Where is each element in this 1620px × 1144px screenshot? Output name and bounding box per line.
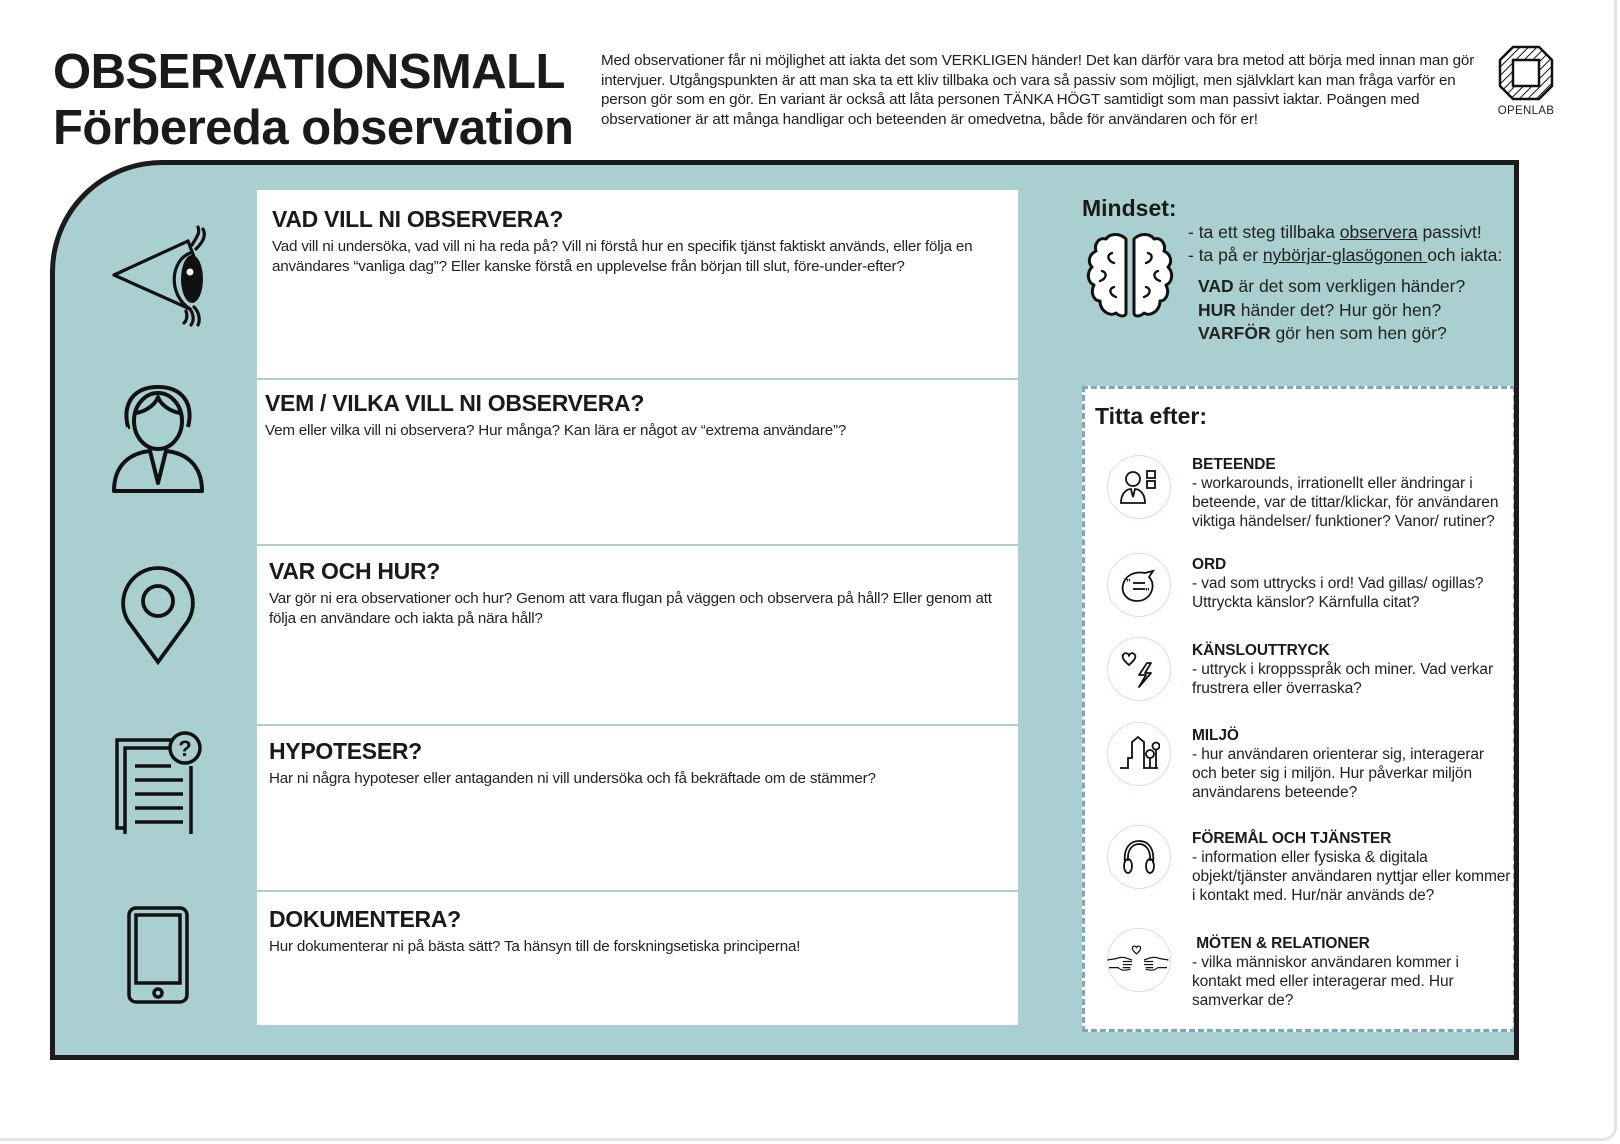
headphones-icon — [1119, 837, 1159, 877]
text: passivt! — [1417, 222, 1482, 242]
section-var[interactable] — [257, 546, 1018, 724]
titta-item-text — [1192, 641, 1512, 698]
titta-efter-panel — [1082, 386, 1516, 1032]
phone-icon — [126, 905, 190, 1005]
question-text: händer det? Hur gör hen? — [1235, 299, 1442, 320]
eye-icon — [108, 223, 208, 328]
section-vem[interactable] — [257, 380, 1018, 544]
speech-quote-icon — [1119, 565, 1159, 605]
person-icon — [112, 383, 204, 495]
section-icon-5 — [55, 905, 260, 1005]
section-text: Har ni några hypoteser eller antaganden ni vill undersöka och få bekräftade om de stämmer? — [269, 770, 876, 787]
titta-item-heading: ORD — [1192, 556, 1227, 573]
section-icon-1 — [55, 223, 260, 328]
logo-text: OPENLAB — [1497, 105, 1555, 117]
document-question-icon — [113, 730, 203, 834]
section-title: VAR OCH HUR? — [269, 558, 441, 584]
titta-item-description: - uttryck i kroppsspråk och miner. Vad verkar frustrera eller överraska? — [1192, 661, 1494, 697]
text: och iakta: — [1427, 245, 1503, 265]
heart-lightning-icon — [1119, 649, 1159, 689]
section-text: Vem eller vilka vill ni observera? Hur många? Kan lära er något av “extrema användare”? — [265, 422, 847, 439]
section-text: Vad vill ni undersöka, vad vill ni ha reda på? Vill ni förstå hur en specifik tjänst faktiskt används, eller följa en användares “vanliga dag”? Eller kanske förstå en upplevelse från början till slut, före-under-efter? — [272, 238, 973, 275]
mindset-question — [1198, 275, 1465, 299]
title-line-1: OBSERVATIONSMALL — [53, 45, 565, 99]
titta-title: Titta efter: — [1095, 403, 1208, 429]
text: - ta på er — [1188, 245, 1263, 265]
section-dokumentera[interactable] — [257, 892, 1018, 1025]
section-icon-2 — [55, 383, 260, 495]
titta-item-text — [1192, 455, 1512, 531]
icon-circle — [1107, 928, 1171, 992]
mindset-line-2 — [1188, 244, 1502, 267]
titta-item-heading: MÖTEN & RELATIONER — [1192, 935, 1370, 952]
hands-heart-icon — [1106, 938, 1170, 982]
svg-text:": " — [1145, 587, 1150, 598]
mindset-lines — [1188, 221, 1502, 267]
mindset-questions — [1198, 275, 1465, 346]
icon-circle — [1107, 553, 1171, 617]
worksheet-frame — [50, 160, 1519, 1060]
mindset-question — [1198, 299, 1465, 323]
svg-text:": " — [1126, 578, 1131, 589]
section-title: HYPOTESER? — [269, 738, 422, 764]
location-pin-icon — [120, 565, 196, 665]
mindset-line-1 — [1188, 221, 1502, 244]
openlab-logo — [1494, 44, 1558, 117]
titta-item-description: - hur användaren orienterar sig, interagerar och beter sig i miljön. Hur påverkar miljön användarens beteende? — [1192, 746, 1484, 801]
titta-item-description: - workarounds, irrationellt eller ändringar i beteende, var de tittar/klickar, för användaren viktiga händelser/ funktioner? Vanor/ rutiner? — [1192, 475, 1499, 530]
brain-icon — [1084, 231, 1176, 319]
section-title: VEM / VILKA VILL NI OBSERVERA? — [265, 390, 645, 416]
openlab-logo-icon — [1497, 44, 1555, 102]
question-text: gör hen som hen gör? — [1270, 323, 1447, 343]
section-text: Hur dokumenterar ni på bästa sätt? Ta hänsyn till de forskningsetiska principerna! — [269, 938, 801, 955]
question-keyword: VAD — [1198, 276, 1234, 296]
icon-circle — [1107, 825, 1171, 889]
svg-text:?: ? — [177, 736, 192, 761]
underlined-text: observera — [1339, 222, 1418, 242]
mindset-title: Mindset: — [1082, 195, 1177, 221]
section-title: VAD VILL NI OBSERVERA? — [272, 206, 564, 232]
icon-circle — [1107, 455, 1171, 519]
titta-item-text — [1192, 555, 1512, 612]
titta-item-heading: FÖREMÅL OCH TJÄNSTER — [1192, 830, 1392, 847]
titta-item-description: - vilka människor användaren kommer i kontakt med eller interagerar med. Hur samverkar de? — [1192, 954, 1459, 1009]
section-title: DOKUMENTERA? — [269, 906, 461, 932]
question-text: är det som verkligen händer? — [1233, 276, 1466, 296]
titta-item-text — [1192, 934, 1512, 1010]
section-icon-3 — [55, 565, 260, 665]
mindset-question — [1198, 322, 1465, 346]
section-text: Var gör ni era observationer och hur? Genom att vara flugan på väggen och observera på håll? Eller genom att följa en användare och iakta på nära håll? — [269, 590, 992, 627]
titta-item-heading: KÄNSLOUTTRYCK — [1192, 642, 1330, 659]
titta-item-text — [1192, 726, 1512, 802]
text: - ta ett steg tillbaka — [1188, 222, 1340, 242]
section-icon-4 — [55, 730, 260, 834]
icon-circle — [1107, 722, 1171, 786]
title-line-2: Förbereda observation — [53, 101, 574, 155]
titta-item-heading: BETEENDE — [1192, 456, 1276, 473]
intro-text: Med observationer får ni möjlighet att iakta det som VERKLIGEN händer! Det kan därför vara bra metod att börja med innan man gör intervjuer. Utgångspunkten är att man ska ta ett kliv tillbaka och vara så passiv som möjligt, men självklart kan man fråga varför en person gör som en gör. En variant är också att låta personen TÄNKA HÖGT samtidigt som man passivt iaktar. Poängen med observationer är att många handligar och beteenden är omedvetna, både för användaren och för er! — [601, 52, 1475, 128]
section-hypoteser[interactable] — [257, 726, 1018, 890]
underlined-text: nybörjar-glasögonen — [1262, 245, 1428, 265]
titta-item-description: - vad som uttrycks i ord! Vad gillas/ ogillas? Uttryckta känslor? Kärnfulla citat? — [1192, 575, 1484, 611]
mindset-panel — [1082, 195, 1519, 343]
titta-item-heading: MILJÖ — [1192, 727, 1239, 744]
question-keyword: HUR — [1198, 299, 1236, 320]
titta-item-description: - information eller fysiska & digitala objekt/tjänster användaren nyttjar eller kommer i kontakt med. Hur/när används de? — [1192, 849, 1511, 904]
city-environment-icon — [1118, 734, 1160, 774]
section-vad[interactable] — [257, 190, 1018, 378]
page-title — [53, 44, 573, 156]
question-keyword: VARFÖR — [1198, 323, 1271, 343]
icon-circle — [1107, 637, 1171, 701]
behavior-icon — [1119, 467, 1159, 507]
titta-item-text — [1192, 829, 1512, 905]
